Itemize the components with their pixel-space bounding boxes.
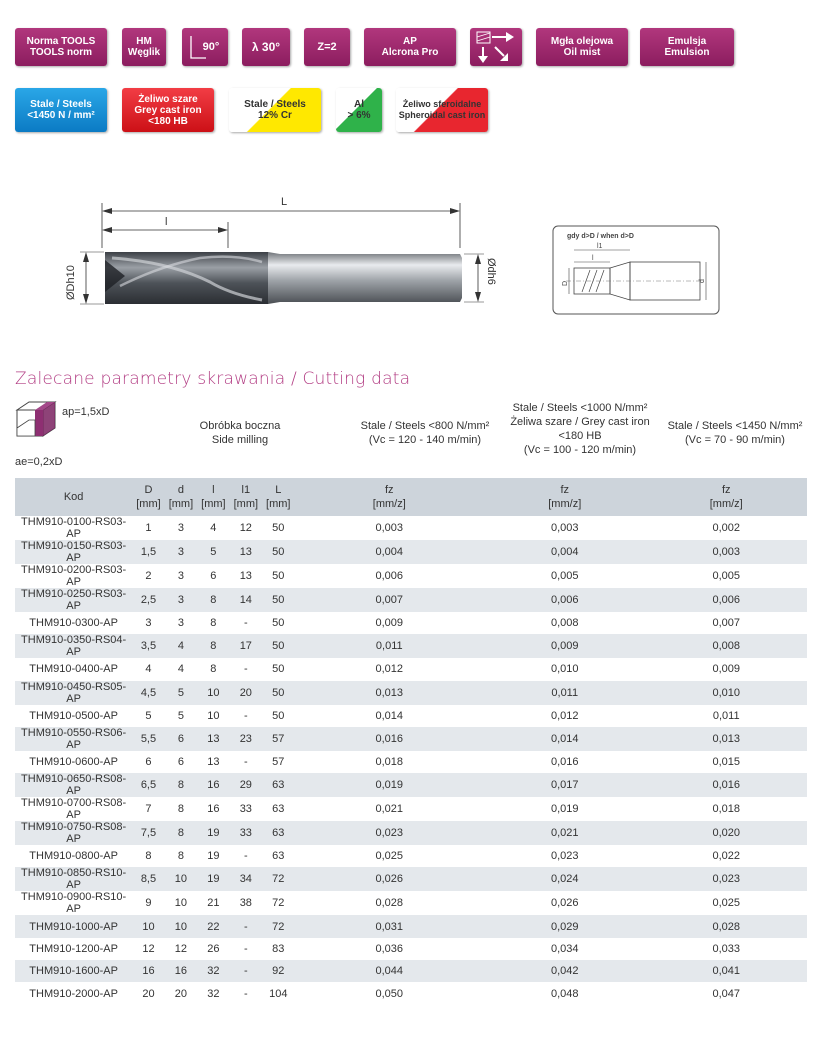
table-row bbox=[15, 915, 807, 937]
table-cell: 0,047 bbox=[712, 987, 740, 1000]
table-cell: 0,014 bbox=[484, 727, 645, 751]
dia-head-label: ØDh10 bbox=[65, 265, 77, 300]
table-cell: 3 bbox=[165, 588, 197, 612]
table-cell: 13 bbox=[207, 756, 220, 769]
table-cell: 72 bbox=[262, 915, 294, 937]
table-cell: 0,005 bbox=[550, 570, 579, 582]
table-cell: THM910-0550-RS06-AP bbox=[15, 727, 132, 751]
table-cell: 38 bbox=[239, 897, 252, 910]
table-cell: 0,033 bbox=[712, 942, 740, 955]
table-cell: 33 bbox=[239, 803, 252, 816]
badge-grey-cast-iron: Żeliwo szare Grey cast iron <180 HB bbox=[122, 88, 214, 132]
table-cell: 0,003 bbox=[375, 522, 404, 534]
table-row bbox=[15, 938, 807, 960]
table-cell: 50 bbox=[262, 540, 294, 564]
table-cell: 57 bbox=[272, 756, 285, 769]
table-cell: 0,007 bbox=[712, 617, 740, 630]
col-fz-2: fz [mm/z] bbox=[484, 478, 645, 516]
table-cell: 10 bbox=[197, 681, 229, 705]
tool-drawing bbox=[0, 170, 822, 340]
table-cell: 19 bbox=[197, 821, 229, 845]
inset-l1-label: l1 bbox=[597, 243, 603, 250]
table-cell: 0,028 bbox=[645, 915, 807, 937]
ae-label: ae=0,2xD bbox=[15, 456, 63, 468]
table-cell: 10 bbox=[174, 897, 188, 910]
table-cell: - bbox=[243, 942, 248, 955]
table-cell: THM910-0300-AP bbox=[29, 617, 118, 630]
table-cell: 0,019 bbox=[295, 773, 485, 797]
table-cell: 34 bbox=[230, 867, 262, 891]
table-cell: 19 bbox=[207, 850, 220, 863]
inset-d-label: d bbox=[699, 279, 706, 283]
table-cell: 0,009 bbox=[375, 617, 404, 630]
badge-coating: AP Alcrona Pro bbox=[364, 28, 456, 66]
table-cell: THM910-0600-AP bbox=[29, 756, 118, 769]
table-cell: 19 bbox=[197, 867, 229, 891]
table-cell: 50 bbox=[272, 617, 285, 630]
table-cell: 0,048 bbox=[550, 987, 579, 1000]
col-fz-3: fz [mm/z] bbox=[645, 478, 807, 516]
table-row bbox=[15, 588, 807, 612]
table-cell: 0,044 bbox=[295, 960, 485, 982]
table-cell: 0,009 bbox=[712, 663, 740, 676]
table-cell: 50 bbox=[272, 570, 285, 582]
table-row bbox=[15, 540, 807, 564]
table-cell: 8 bbox=[197, 588, 229, 612]
table-cell: 0,010 bbox=[550, 663, 579, 676]
table-row bbox=[15, 845, 807, 867]
table-cell: THM910-0250-RS03-AP bbox=[15, 588, 132, 612]
table-cell: 7 bbox=[145, 803, 152, 816]
table-row bbox=[15, 982, 807, 1004]
table-cell: 0,020 bbox=[645, 821, 807, 845]
table-cell: 0,029 bbox=[484, 915, 645, 937]
table-row bbox=[15, 727, 807, 751]
table-cell: 0,025 bbox=[375, 850, 404, 863]
table-cell: THM910-0150-RS03-AP bbox=[15, 540, 132, 564]
table-cell: 63 bbox=[272, 850, 285, 863]
table-cell: 3 bbox=[177, 570, 184, 582]
table-cell: 50 bbox=[262, 634, 294, 658]
table-row bbox=[15, 634, 807, 658]
table-cell: - bbox=[243, 709, 248, 722]
machining-directions-icon bbox=[470, 28, 522, 66]
table-cell: 0,012 bbox=[375, 663, 404, 676]
dia-shank-label: Ødh6 bbox=[485, 258, 497, 285]
table-cell: 50 bbox=[262, 681, 294, 705]
table-cell: 5 bbox=[177, 709, 184, 722]
table-cell: THM910-1200-AP bbox=[29, 942, 118, 955]
material-group-3: Stale / Steels <1450 N/mm² (Vc = 70 - 90 m/min) bbox=[667, 420, 803, 446]
table-cell: 0,011 bbox=[712, 709, 740, 722]
table-cell: THM910-0750-RS08-AP bbox=[15, 821, 132, 845]
table-cell: - bbox=[243, 663, 248, 676]
table-cell: THM910-0200-RS03-AP bbox=[21, 564, 127, 588]
table-cell: THM910-1600-AP bbox=[15, 960, 132, 982]
table-cell: THM910-0850-RS10-AP bbox=[15, 867, 132, 891]
table-row bbox=[15, 705, 807, 727]
table-cell: 63 bbox=[272, 803, 285, 816]
table-cell: 12 bbox=[142, 942, 155, 955]
table-cell: 3 bbox=[177, 522, 184, 534]
table-row bbox=[15, 681, 807, 705]
table-cell: 0,004 bbox=[295, 540, 485, 564]
table-cell: 13 bbox=[197, 727, 229, 751]
table-cell: 0,025 bbox=[712, 897, 740, 910]
table-cell: 50 bbox=[272, 522, 285, 534]
table-row bbox=[15, 516, 807, 540]
table-cell: 0,010 bbox=[645, 681, 807, 705]
table-cell: 20 bbox=[174, 987, 188, 1000]
table-cell: 16 bbox=[165, 960, 197, 982]
table-cell: 83 bbox=[272, 942, 285, 955]
table-cell: 32 bbox=[207, 987, 220, 1000]
table-cell: 0,017 bbox=[484, 773, 645, 797]
table-cell: 12 bbox=[239, 522, 252, 534]
table-cell: 21 bbox=[207, 897, 220, 910]
table-cell: 2 bbox=[145, 570, 152, 582]
badge-aluminium: Al > 6% bbox=[336, 88, 382, 132]
material-group-2: Stale / Steels <1000 N/mm² Żeliwa szare / Grey cast iron <180 HB (Vc = 100 - 120 m/min) bbox=[510, 402, 650, 456]
table-cell: 0,004 bbox=[484, 540, 645, 564]
table-cell: 0,024 bbox=[484, 867, 645, 891]
table-cell: 0,011 bbox=[484, 681, 645, 705]
table-cell: 20 bbox=[230, 681, 262, 705]
table-cell: 50 bbox=[262, 588, 294, 612]
table-cell: 50 bbox=[272, 663, 285, 676]
cutting-data-table bbox=[15, 478, 807, 1005]
table-cell: 0,006 bbox=[484, 588, 645, 612]
table-cell: 4 bbox=[177, 663, 184, 676]
table-cell: 33 bbox=[230, 821, 262, 845]
table-cell: 0,034 bbox=[550, 942, 579, 955]
table-cell: - bbox=[243, 987, 248, 1000]
table-cell: 20 bbox=[142, 987, 155, 1000]
table-cell: 16 bbox=[207, 803, 220, 816]
ap-label: ap=1,5xD bbox=[62, 406, 110, 418]
badge-helix-angle: λ 30° bbox=[242, 28, 290, 66]
table-cell: 4 bbox=[210, 522, 217, 534]
table-cell: 72 bbox=[262, 867, 294, 891]
table-row bbox=[15, 960, 807, 982]
table-cell: 8 bbox=[197, 634, 229, 658]
table-cell: 5 bbox=[197, 540, 229, 564]
table-cell: 63 bbox=[262, 773, 294, 797]
table-cell: 7,5 bbox=[132, 821, 164, 845]
dim-L-label: L bbox=[281, 196, 288, 208]
badge-steel-1450: Stale / Steels <1450 N / mm² bbox=[15, 88, 107, 132]
col-d: d [mm] bbox=[165, 478, 197, 516]
table-cell: 0,003 bbox=[645, 540, 807, 564]
table-cell: 0,012 bbox=[550, 709, 579, 722]
table-cell: 50 bbox=[272, 709, 285, 722]
table-cell: THM910-0100-RS03-AP bbox=[21, 516, 127, 540]
table-cell: 6 bbox=[210, 570, 217, 582]
table-cell: 92 bbox=[262, 960, 294, 982]
table-cell: 9 bbox=[145, 897, 152, 910]
table-row bbox=[15, 658, 807, 680]
table-cell: 26 bbox=[207, 942, 220, 955]
table-cell: THM910-0400-AP bbox=[29, 663, 118, 676]
badge-emulsion: Emulsja Emulsion bbox=[640, 28, 734, 66]
table-cell: 4,5 bbox=[132, 681, 164, 705]
badge-steel-12cr: Stale / Steels 12% Cr bbox=[229, 88, 321, 132]
table-cell: 8 bbox=[165, 773, 197, 797]
table-cell: 10 bbox=[165, 867, 197, 891]
table-cell: 13 bbox=[230, 540, 262, 564]
table-cell: 0,019 bbox=[550, 803, 579, 816]
table-cell: THM910-0500-AP bbox=[29, 709, 118, 722]
table-cell: 5 bbox=[145, 709, 152, 722]
table-cell: 0,013 bbox=[645, 727, 807, 751]
table-row bbox=[15, 751, 807, 773]
table-cell: 12 bbox=[174, 942, 188, 955]
section-title: Zalecane parametry skrawania / Cutting data bbox=[15, 369, 411, 389]
table-cell: 5,5 bbox=[132, 727, 164, 751]
table-cell: 8 bbox=[210, 663, 217, 676]
badge-norm: Norma TOOLS TOOLS norm bbox=[15, 28, 107, 66]
table-cell: THM910-0700-RS08-AP bbox=[21, 797, 127, 822]
table-cell: 3 bbox=[145, 617, 152, 630]
table-cell: 0,021 bbox=[484, 821, 645, 845]
table-cell: 0,015 bbox=[712, 756, 740, 769]
table-cell: 0,023 bbox=[550, 850, 579, 863]
table-cell: 23 bbox=[230, 727, 262, 751]
table-cell: 3 bbox=[165, 540, 197, 564]
table-cell: - bbox=[243, 617, 248, 630]
table-cell: 6 bbox=[177, 756, 184, 769]
col-L: L [mm] bbox=[262, 478, 294, 516]
table-cell: 0,008 bbox=[550, 617, 579, 630]
table-cell: 0,023 bbox=[295, 821, 485, 845]
table-cell: 0,008 bbox=[645, 634, 807, 658]
table-cell: 16 bbox=[197, 773, 229, 797]
table-cell: THM910-0800-AP bbox=[29, 850, 118, 863]
table-cell: 0,018 bbox=[712, 803, 740, 816]
table-cell: 10 bbox=[165, 915, 197, 937]
table-cell: 0,026 bbox=[295, 867, 485, 891]
col-l: l [mm] bbox=[197, 478, 229, 516]
table-cell: 0,014 bbox=[375, 709, 404, 722]
table-cell: 4 bbox=[165, 634, 197, 658]
table-cell: 2,5 bbox=[132, 588, 164, 612]
col-l1: l1 [mm] bbox=[230, 478, 262, 516]
badge-machining-directions bbox=[470, 28, 522, 66]
table-cell: 0,016 bbox=[550, 756, 579, 769]
table-cell: THM910-1000-AP bbox=[15, 915, 132, 937]
table-body bbox=[15, 516, 807, 1005]
table-cell: 0,022 bbox=[712, 850, 740, 863]
table-cell: 0,036 bbox=[375, 942, 404, 955]
col-D: D [mm] bbox=[132, 478, 164, 516]
inset-title: gdy d>D / when d>D bbox=[567, 233, 634, 240]
table-cell: 0,018 bbox=[375, 756, 404, 769]
table-cell: 0,009 bbox=[484, 634, 645, 658]
table-cell: 8 bbox=[210, 617, 217, 630]
table-cell: 6 bbox=[145, 756, 152, 769]
table-cell: THM910-0350-RS04-AP bbox=[15, 634, 132, 658]
material-group-1: Stale / Steels <800 N/mm² (Vc = 120 - 140 m/min) bbox=[360, 420, 490, 446]
table-cell: 17 bbox=[230, 634, 262, 658]
table-cell: 0,011 bbox=[295, 634, 485, 658]
table-cell: 0,023 bbox=[645, 867, 807, 891]
inset-l-label: l bbox=[592, 255, 594, 262]
table-cell: - bbox=[230, 960, 262, 982]
table-cell: 6 bbox=[165, 727, 197, 751]
badge-spheroidal-cast-iron: Żeliwo sferoidalne Spheroidal cast iron bbox=[396, 88, 488, 132]
table-cell: THM910-2000-AP bbox=[29, 987, 118, 1000]
table-row bbox=[15, 612, 807, 634]
badge-carbide: HM Węglik bbox=[122, 28, 166, 66]
table-cell: 0,002 bbox=[712, 522, 740, 534]
dim-l-label: l bbox=[165, 216, 168, 228]
table-cell: 0,007 bbox=[295, 588, 485, 612]
table-cell: 0,021 bbox=[375, 803, 404, 816]
table-row bbox=[15, 867, 807, 891]
table-header-row bbox=[15, 478, 807, 516]
table-cell: - bbox=[230, 915, 262, 937]
table-cell: 10 bbox=[132, 915, 164, 937]
table-cell: 0,003 bbox=[550, 522, 579, 534]
table-cell: 72 bbox=[272, 897, 285, 910]
table-cell: 6,5 bbox=[132, 773, 164, 797]
table-cell: 8 bbox=[165, 821, 197, 845]
table-cell: 0,016 bbox=[295, 727, 485, 751]
table-cell: 3 bbox=[177, 617, 184, 630]
table-cell: 0,006 bbox=[375, 570, 404, 582]
end-mill-diagram bbox=[0, 170, 822, 340]
table-cell: 10 bbox=[207, 709, 220, 722]
table-cell: 32 bbox=[197, 960, 229, 982]
table-cell: 63 bbox=[262, 821, 294, 845]
table-cell: 14 bbox=[230, 588, 262, 612]
table-cell: 0,005 bbox=[712, 570, 740, 582]
table-cell: - bbox=[243, 850, 248, 863]
table-cell: 8,5 bbox=[132, 867, 164, 891]
table-cell: 3,5 bbox=[132, 634, 164, 658]
table-cell: 8 bbox=[177, 850, 184, 863]
table-cell: - bbox=[243, 756, 248, 769]
table-row bbox=[15, 797, 807, 821]
table-cell: 1,5 bbox=[132, 540, 164, 564]
table-cell: 5 bbox=[165, 681, 197, 705]
col-fz-1: fz [mm/z] bbox=[295, 478, 485, 516]
badge-flutes: Z=2 bbox=[304, 28, 350, 66]
table-row bbox=[15, 773, 807, 797]
table-cell: 8 bbox=[177, 803, 184, 816]
table-cell: THM910-0900-RS10-AP bbox=[21, 891, 127, 916]
badge-oil-mist: Mgła olejowa Oil mist bbox=[536, 28, 628, 66]
table-cell: 29 bbox=[230, 773, 262, 797]
table-cell: 57 bbox=[262, 727, 294, 751]
table-cell: 0,050 bbox=[375, 987, 404, 1000]
table-cell: 0,028 bbox=[375, 897, 404, 910]
table-cell: 104 bbox=[269, 987, 288, 1000]
table-cell: 0,031 bbox=[295, 915, 485, 937]
table-cell: 1 bbox=[145, 522, 152, 534]
table-row bbox=[15, 821, 807, 845]
table-row bbox=[15, 891, 807, 915]
table-cell: 22 bbox=[197, 915, 229, 937]
table-cell: 16 bbox=[132, 960, 164, 982]
table-cell: 0,006 bbox=[645, 588, 807, 612]
table-cell: 13 bbox=[239, 570, 252, 582]
inset-D-label: D bbox=[562, 280, 569, 286]
table-row bbox=[15, 564, 807, 588]
table-cell: THM910-0450-RS05-AP bbox=[15, 681, 132, 705]
table-cell: THM910-0650-RS08-AP bbox=[15, 773, 132, 797]
table-cell: 0,013 bbox=[295, 681, 485, 705]
table-cell: 0,016 bbox=[645, 773, 807, 797]
operation-label: Obróbka boczna Side milling bbox=[199, 420, 281, 446]
badge-angle-90: 90° bbox=[182, 28, 228, 66]
col-kod: Kod bbox=[15, 478, 132, 516]
table-cell: 4 bbox=[145, 663, 152, 676]
table-cell: 0,026 bbox=[550, 897, 579, 910]
table-cell: 8 bbox=[145, 850, 152, 863]
table-cell: 0,041 bbox=[645, 960, 807, 982]
table-cell: 0,042 bbox=[484, 960, 645, 982]
